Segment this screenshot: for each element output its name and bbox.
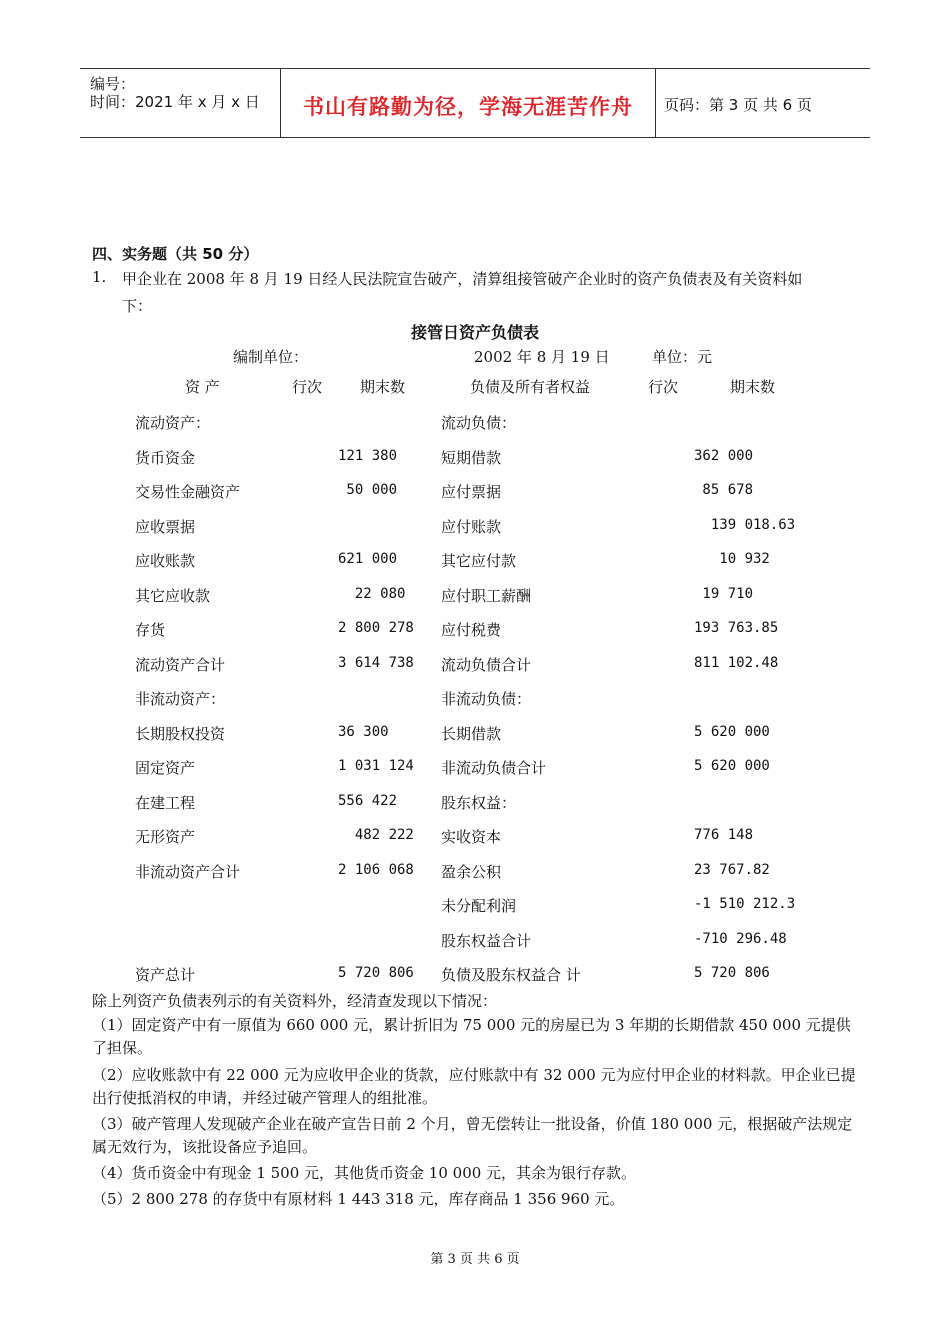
asset-label: 固定资产 (135, 759, 196, 777)
liability-label: 其它应付款 (441, 552, 517, 570)
liability-value: 23 767.82 (694, 862, 770, 878)
liability-value: 10 932 (694, 551, 770, 567)
asset-label: 非流动资产： (135, 690, 226, 708)
col-header-row-no: 行次 (292, 378, 323, 396)
header-motto-cell (280, 69, 656, 137)
liability-label: 应付职工薪酬 (441, 587, 532, 605)
col-header-assets: 资 产 (185, 378, 220, 396)
asset-label: 应收账款 (135, 552, 196, 570)
asset-value: 3 614 738 (338, 655, 414, 671)
liability-label: 应付税费 (441, 621, 502, 639)
asset-label: 交易性金融资产 (135, 483, 241, 501)
liability-value: 19 710 (694, 586, 754, 602)
asset-label: 长期股权投资 (135, 725, 226, 743)
asset-label: 其它应收款 (135, 587, 211, 605)
liability-label: 应付票据 (441, 483, 502, 501)
liability-value: 139 018.63 (694, 517, 796, 533)
table-date: 2002 年 8 月 19 日 (474, 348, 610, 366)
col-header-period-end: 期末数 (360, 378, 406, 396)
number-label: 编号： (90, 75, 136, 93)
page-info: 页码：第 3 页 共 6 页 (664, 96, 812, 114)
note-2: （2）应收账款中有 22 000 元为应收甲企业的货款，应付账款中有 32 000 元为应付甲企业的材料款。甲企业已提出行使抵消权的申请，并经过破产管理人的组批准。 (92, 1066, 856, 1107)
asset-value: 2 800 278 (338, 620, 414, 636)
liability-label: 非流动负债合计 (441, 759, 547, 777)
liability-label: 股东权益合计 (441, 932, 532, 950)
liability-label: 应付账款 (441, 518, 502, 536)
col-header-period-end-2: 期末数 (730, 378, 776, 396)
liability-label: 实收资本 (441, 828, 502, 846)
asset-label: 应收票据 (135, 518, 196, 536)
asset-value: 556 422 (338, 793, 398, 809)
liability-label: 负债及股东权益合 计 (441, 966, 581, 984)
asset-value: 121 380 (338, 448, 398, 464)
notes-intro: 除上列资产负债表列示的有关资料外，经清查发现以下情况： (92, 992, 498, 1010)
liability-label: 非流动负债： (441, 690, 532, 708)
liability-label: 长期借款 (441, 725, 502, 743)
note-4: （4）货币资金中有现金 1 500 元，其他货币资金 10 000 元，其余为银行存款。 (92, 1164, 637, 1182)
page-footer: 第 3 页 共 6 页 (430, 1252, 520, 1267)
asset-value: 482 222 (338, 827, 414, 843)
asset-label: 货币资金 (135, 449, 196, 467)
time-label: 时间：2021 年 x 月 x 日 (90, 93, 260, 111)
liability-value: 362 000 (694, 448, 754, 464)
table-currency: 单位：元 (652, 348, 713, 366)
asset-label: 在建工程 (135, 794, 196, 812)
col-header-row-no-2: 行次 (648, 378, 679, 396)
table-unit-label: 编制单位： (233, 348, 309, 366)
asset-label: 流动资产： (135, 414, 211, 432)
liability-label: 未分配利润 (441, 897, 517, 915)
question-line-1: 甲企业在 2008 年 8 月 19 日经人民法院宣告破产，清算组接管破产企业时的资产负债表及有关资料如 (122, 270, 803, 288)
asset-value: 2 106 068 (338, 862, 414, 878)
liability-label: 短期借款 (441, 449, 502, 467)
asset-value: 1 031 124 (338, 758, 414, 774)
question-number: 1. (92, 268, 107, 286)
liability-value: 811 102.48 (694, 655, 779, 671)
note-3: （3）破产管理人发现破产企业在破产宣告日前 2 个月，曾无偿转让一批设备，价值 180 000 元，根据破产法规定属无效行为，该批设备应予追回。 (92, 1115, 853, 1156)
asset-value: 22 080 (338, 586, 406, 602)
col-header-liabilities: 负债及所有者权益 (470, 378, 591, 396)
asset-label: 流动资产合计 (135, 656, 226, 674)
liability-value: 5 620 000 (694, 758, 770, 774)
asset-label: 无形资产 (135, 828, 196, 846)
note-1: （1）固定资产中有一原值为 660 000 元，累计折旧为 75 000 元的房屋已为 3 年期的长期借款 450 000 元提供了担保。 (92, 1016, 851, 1057)
liability-value: -710 296.48 (694, 931, 787, 947)
liability-value: 5 720 806 (694, 965, 770, 981)
note-5: （5）2 800 278 的存货中有原材料 1 443 318 元，库存商品 1 356 960 元。 (92, 1190, 625, 1208)
question-line-2: 下： (122, 297, 153, 315)
asset-value: 5 720 806 (338, 965, 414, 981)
motto: 书山有路勤为径，学海无涯苦作舟 (303, 95, 633, 119)
asset-value: 621 000 (338, 551, 398, 567)
liability-value: 85 678 (694, 482, 754, 498)
header-info-cell (80, 69, 280, 137)
liability-value: 776 148 (694, 827, 754, 843)
page-header (80, 68, 870, 138)
header-page-cell (654, 69, 870, 137)
section-title: 四、实务题（共 50 分） (92, 245, 259, 263)
asset-value: 36 300 (338, 724, 389, 740)
liability-label: 流动负债合计 (441, 656, 532, 674)
asset-label: 存货 (135, 621, 166, 639)
liability-label: 股东权益： (441, 794, 517, 812)
asset-label: 资产总计 (135, 966, 196, 984)
liability-label: 流动负债： (441, 414, 517, 432)
liability-value: -1 510 212.3 (694, 896, 796, 912)
liability-value: 193 763.85 (694, 620, 779, 636)
asset-label: 非流动资产合计 (135, 863, 241, 881)
asset-value: 50 000 (338, 482, 398, 498)
table-title: 接管日资产负债表 (410, 323, 539, 342)
liability-label: 盈余公积 (441, 863, 502, 881)
liability-value: 5 620 000 (694, 724, 770, 740)
